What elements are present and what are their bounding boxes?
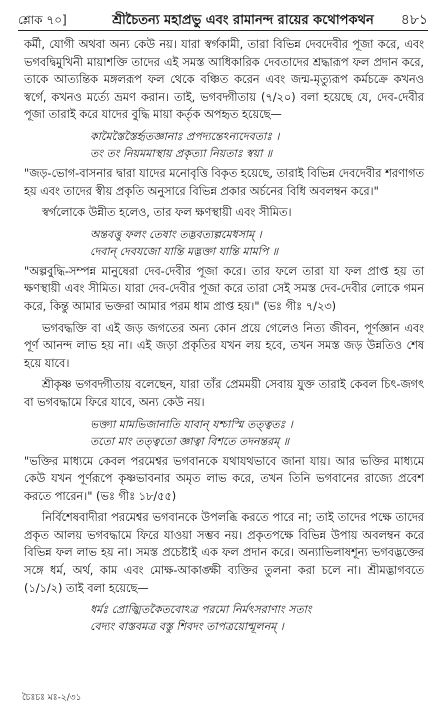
- verse-3-line-2: ততো মাং তত্ত্বতো জ্ঞাত্বা বিশতে তদনন্তরম্ ॥: [90, 434, 290, 448]
- page-number: ৪৮১: [400, 12, 428, 28]
- verse-4-line-2: বেদ্যং বাস্তবমত্র বস্তু শিবদং তাপত্রয়োন্মূলনম্ ।: [90, 620, 284, 634]
- paragraph-8: নির্বিশেষবাদীরা পরমেশ্বর ভগবানকে উপলব্ধি করতে পারে না; তাই তাদের পক্ষে তাদের প্রকৃত আলয় ভগবদ্ধামে ফিরে যাওয়া সম্ভব নয়। প্রকৃতপক্ষে বিভিন্ন উপায় অবলম্বন করে বিভিন্ন ফল লাভ হয় না। সমস্ত প্রচেষ্টাই এক ফল প্রদান করে। অন্যাভিলাষশূন্য ভগবদ্ভক্তের সঙ্গে ধর্ম, অর্থ, কাম এবং মোক্ষ-আকাঙ্ক্ষী ব্যক্তির তুলনা করা চলে না। শ্রীমদ্ভাগবতে (১/১/২) তাই বলা হয়েছে—: [24, 511, 424, 595]
- verse-3: [24, 416, 424, 450]
- verse-2-line-2: দেবান্ দেবযজো যান্তি মদ্ভক্তা যান্তি মামপি ॥: [90, 244, 279, 258]
- verse-1-line-1: কামৈস্তৈস্তৈর্হৃতজ্ঞানাঃ প্রপদ্যন্তেঽন্যদেবতাঃ ।: [90, 129, 280, 143]
- paragraph-1: কর্মী, যোগী অথবা অন্য কেউ নয়। যারা স্বর্গকামী, তারা বিভিন্ন দেবদেবীর পূজা করে, এবং ভগবদ্বিমুখিনী মায়াশক্তি তাদের এই সমস্ত আধিকারিক দেবতাদের শ্রদ্ধারূপ ফল প্রদান করে, তাকে আত্যন্তিক মঙ্গলরূপ ফল থেকে বঞ্চিত করেন এবং জন্ম-মৃত্যুরূপ কর্মচক্রে কখনও স্বর্গে, কখনও মর্ত্যে ভ্রমণ করান। তাই, ভগবদ্গীতায় (৭/২০) বলা হয়েছে যে, দেব-দেবীর পূজা তারাই করে যাদের বুদ্ধি মায়া কর্তৃক অপহৃত হয়েছে—: [24, 38, 424, 122]
- verse-1-line-2: তং তং নিয়মমাস্থায় প্রকৃত্যা নিয়তাঃ স্বয়া ॥: [90, 146, 273, 160]
- verse-2: [24, 226, 424, 260]
- page-body: [24, 36, 424, 638]
- page-header: [18, 8, 428, 31]
- verse-3-line-1: ভক্ত্যা মামভিজানাতি যাবান্ যশ্চাস্মি তত্ত্বতঃ ।: [90, 417, 293, 431]
- chapter-verse-label: শ্লোক ৭০]: [18, 13, 67, 27]
- page-footer: চৈঃচঃ মঃ-২/৩১: [22, 693, 82, 703]
- verse-4: [24, 601, 424, 635]
- paragraph-5: ভগবদ্ধক্তি বা এই জড় জগতের অন্য কোন প্রয়ে গেলেও নিত্য জীবন, পূর্ণজ্ঞান এবং পূর্ণ আনন্দ লাভ হয় না। এই জড়া প্রকৃতির যখন লয় হবে, তখন সমস্ত জড় উন্নতিও শেষ হয়ে যাবে।: [24, 321, 424, 370]
- paragraph-3: স্বর্গলোকে উন্নীত হলেও, তার ফল ক্ষণস্থায়ী এবং সীমিত।: [42, 206, 292, 220]
- page-title: শ্রীচৈতন্য মহাপ্রভু এবং রামানন্দ রায়ের কথোপকথন: [112, 13, 374, 28]
- verse-4-line-1: ধর্মঃ প্রোজ্ঝিতকৈতবোঽত্র পরমো নির্মৎসরাণাং সতাং: [90, 603, 312, 617]
- verse-2-line-1: অন্তবত্তু ফলং তেষাং তদ্ভবত্যল্পমেধসাম্ ।: [90, 227, 262, 241]
- paragraph-6: শ্রীকৃষ্ণ ভগবদ্গীতায় বলেছেন, যারা তাঁর প্রেমময়ী সেবায় যুক্ত তারাই কেবল চিৎ-জগৎ বা ভগবদ্ধামে ফিরে যাবে, অন্য কেউ নয়।: [24, 378, 424, 409]
- verse-1: [24, 128, 424, 162]
- paragraph-2: "জড়-ভোগ-বাসনার দ্বারা যাদের মনোবৃত্তি বিকৃত হয়েছে, তারাই বিভিন্ন দেবদেবীর শরণাগত হয় এবং তাদের স্বীয় প্রকৃতি অনুসারে বিভিন্ন প্রকার অর্চনের বিধি অবলম্বন করে।": [24, 166, 424, 198]
- paragraph-7: "ভক্তির মাধ্যমে কেবল পরমেশ্বর ভগবানকে যথাযথভাবে জানা যায়। আর ভক্তির মাধ্যমে কেউ যখন পূর্ণরূপে কৃষ্ণভাবনার অমৃত লাভ করে, তখন তিনি ভগবানের রাজ্যে প্রবেশ করতে পারেন।" (ভঃ গীঃ ১৮/৫৫): [24, 454, 424, 503]
- paragraph-4: "অল্পবুদ্ধি-সম্পন্ন মানুষেরা দেব-দেবীর পূজা করে। তার ফলে তারা যা ফল প্রাপ্ত হয় তা ক্ষণস্থায়ী এবং সীমিত। যারা দেব-দেবীর পূজা করে তারা সেই সমস্ত দেব-দেবীর লোকে গমন করে, কিন্তু আমার ভক্তরা আমার পরম ধাম প্রাপ্ত হয়।" (ভঃ গীঃ ৭/২৩): [24, 264, 424, 313]
